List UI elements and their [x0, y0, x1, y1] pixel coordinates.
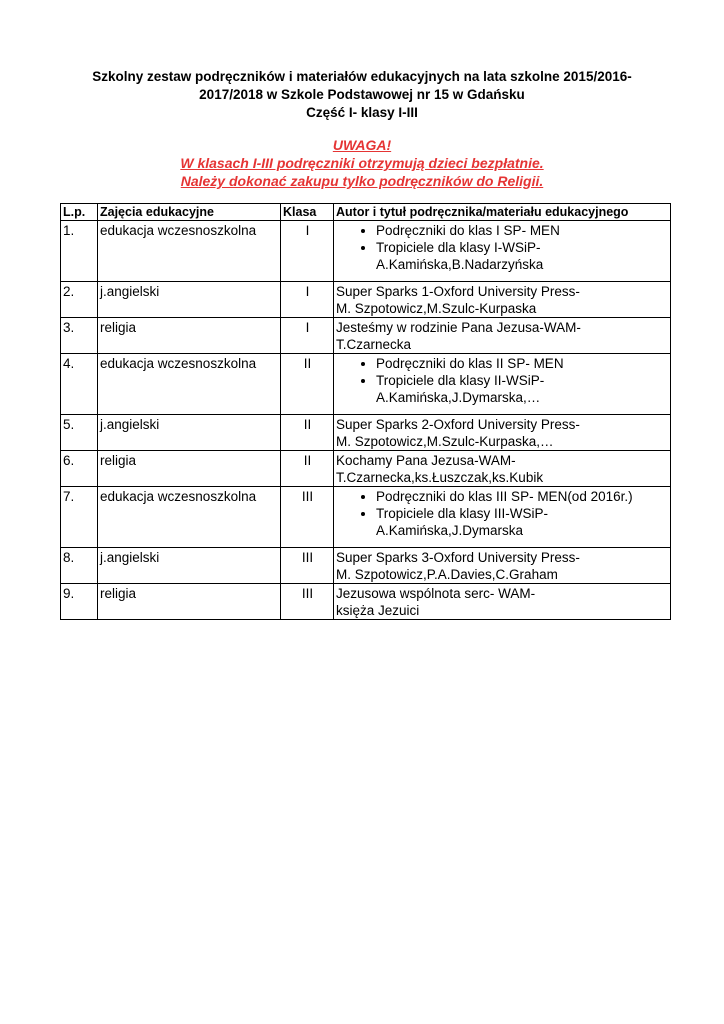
list-item: • Podręczniki do klas I SP- MEN [376, 222, 669, 239]
row-author [334, 354, 671, 415]
book-list [336, 488, 669, 547]
table-row [61, 487, 671, 548]
row-lp: 3. [61, 318, 98, 354]
table-row [61, 548, 671, 584]
author-line-1: Super Sparks 1-Oxford University Press- [336, 284, 580, 299]
list-item: • Podręczniki do klas II SP- MEN [376, 355, 669, 372]
author-line-2: T.Czarnecka,ks.Łuszczak,ks.Kubik [336, 470, 544, 485]
row-lp: 2. [61, 282, 98, 318]
row-lp: 9. [61, 584, 98, 620]
textbook-table [60, 203, 671, 620]
row-grade: II [281, 415, 334, 451]
row-grade: II [281, 354, 334, 415]
notice-line-2: Należy dokonać zakupu tylko podręczników do Religii. [180, 173, 544, 189]
row-subject: religia [98, 451, 281, 487]
row-subject: religia [98, 584, 281, 620]
header-subject: Zajęcia edukacyjne [98, 204, 281, 221]
book-list [336, 355, 669, 414]
author-line-2: M. Szpotowicz,M.Szulc-Kurpaska [336, 301, 537, 316]
book-list [336, 222, 669, 281]
row-lp: 6. [61, 451, 98, 487]
row-grade: III [281, 584, 334, 620]
row-grade: I [281, 318, 334, 354]
table-row [61, 221, 671, 282]
table-header-row [61, 204, 671, 221]
row-author [334, 487, 671, 548]
row-subject: edukacja wczesnoszkolna [98, 221, 281, 282]
row-lp: 4. [61, 354, 98, 415]
author-line-2: M. Szpotowicz,M.Szulc-Kurpaska,… [336, 434, 554, 449]
row-author [334, 584, 671, 620]
row-lp: 8. [61, 548, 98, 584]
row-lp: 1. [61, 221, 98, 282]
row-lp: 5. [61, 415, 98, 451]
row-grade: III [281, 548, 334, 584]
table-row [61, 282, 671, 318]
author-line-2: księża Jezuici [336, 603, 420, 618]
row-author [334, 318, 671, 354]
header-line-3: Część I- klasy I-III [306, 105, 418, 120]
notice-block [0, 136, 724, 190]
header-line-1: Szkolny zestaw podręczników i materiałów edukacyjnych na lata szkolne 2015/2016- [92, 69, 632, 84]
header-line-2: 2017/2018 w Szkole Podstawowej nr 15 w Gdańsku [199, 87, 525, 102]
author-line-1: Jezusowa wspólnota serc- WAM- [336, 586, 536, 601]
row-author [334, 451, 671, 487]
header-author: Autor i tytuł podręcznika/materiału edukacyjnego [334, 204, 671, 221]
row-grade: I [281, 221, 334, 282]
row-author [334, 415, 671, 451]
row-lp: 7. [61, 487, 98, 548]
row-subject: edukacja wczesnoszkolna [98, 354, 281, 415]
row-author [334, 282, 671, 318]
author-line-1: Super Sparks 3-Oxford University Press- [336, 550, 580, 565]
row-grade: I [281, 282, 334, 318]
list-item: • Podręczniki do klas III SP- MEN(od 2016r.) [376, 488, 669, 505]
row-author [334, 548, 671, 584]
row-subject: religia [98, 318, 281, 354]
header-lp: L.p. [61, 204, 98, 221]
table-row [61, 318, 671, 354]
author-line-2: M. Szpotowicz,P.A.Davies,C.Graham [336, 567, 558, 582]
list-item: • Tropiciele dla klasy III-WSiP-A.Kamińska,J.Dymarska [376, 505, 669, 539]
header-grade: Klasa [281, 204, 334, 221]
table-row [61, 354, 671, 415]
document-header [0, 68, 724, 122]
table-row [61, 415, 671, 451]
row-subject: j.angielski [98, 548, 281, 584]
author-line-1: Kochamy Pana Jezusa-WAM- [336, 453, 516, 468]
row-subject: edukacja wczesnoszkolna [98, 487, 281, 548]
list-item: • Tropiciele dla klasy I-WSiP-A.Kamińska,B.Nadarzyńska [376, 239, 669, 273]
row-subject: j.angielski [98, 282, 281, 318]
author-line-1: Super Sparks 2-Oxford University Press- [336, 417, 580, 432]
author-line-2: T.Czarnecka [336, 337, 412, 352]
notice-title: UWAGA! [332, 137, 392, 153]
row-subject: j.angielski [98, 415, 281, 451]
row-author [334, 221, 671, 282]
list-item: • Tropiciele dla klasy II-WSiP-A.Kamińska,J.Dymarska,… [376, 372, 669, 406]
row-grade: III [281, 487, 334, 548]
table-row [61, 584, 671, 620]
notice-line-1: W klasach I-III podręczniki otrzymują dzieci bezpłatnie. [180, 155, 544, 171]
author-line-1: Jesteśmy w rodzinie Pana Jezusa-WAM- [336, 320, 581, 335]
row-grade: II [281, 451, 334, 487]
table-row [61, 451, 671, 487]
